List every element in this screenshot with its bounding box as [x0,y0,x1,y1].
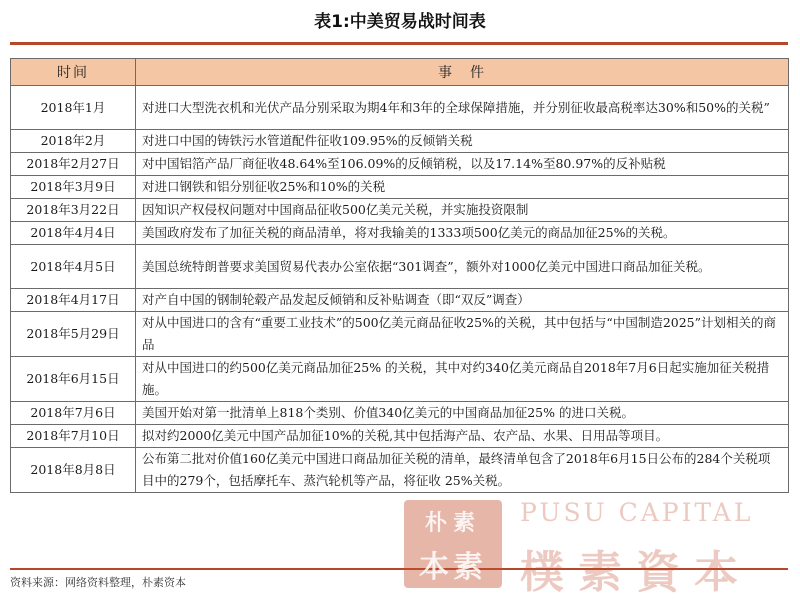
watermark-latin: PUSU CAPITAL [520,498,754,527]
row-event: 对产自中国的钢制轮毂产品发起反倾销和反补贴调查（即“双反”调查） [136,289,789,312]
row-date: 2018年4月17日 [11,289,136,312]
row-date: 2018年5月29日 [11,312,136,357]
table-row [11,222,789,245]
watermark-seal-top: 朴素 [424,511,481,536]
row-date: 2018年8月8日 [11,448,136,493]
row-date: 2018年6月15日 [11,357,136,402]
header-date: 时间 [11,59,136,86]
row-event: 美国总统特朗普要求美国贸易代表办公室依据“301调查”，额外对1000亿美元中国进口商品加征关税。 [136,245,789,289]
row-date: 2018年4月4日 [11,222,136,245]
row-event: 美国政府发布了加征关税的商品清单，将对我输美的1333项500亿美元的商品加征25%的关税。 [136,222,789,245]
watermark-seal [404,500,502,588]
header-event: 事 件 [136,59,789,86]
row-date: 2018年7月10日 [11,425,136,448]
table-row [11,130,789,153]
row-event: 对进口钢铁和铝分别征收25%和10%的关税 [136,176,789,199]
row-event: 对进口大型洗衣机和光伏产品分别采取为期4年和3年的全球保障措施，并分别征收最高税率达30%和50%的关税” [136,86,789,130]
row-date: 2018年3月22日 [11,199,136,222]
watermark-logo [404,492,796,598]
table-row [11,289,789,312]
row-date: 2018年7月6日 [11,402,136,425]
top-rule [10,42,788,45]
timeline-table [10,58,789,493]
row-date: 2018年2月27日 [11,153,136,176]
table-row [11,357,789,402]
table-row [11,176,789,199]
row-date: 2018年4月5日 [11,245,136,289]
row-event: 拟对约2000亿美元中国产品加征10%的关税,其中包括海产品、农产品、水果、日用品等项目。 [136,425,789,448]
watermark-cjk: 樸素資本 [520,547,752,598]
row-event: 因知识产权侵权问题对中国商品征收500亿美元关税，并实施投资限制 [136,199,789,222]
table-row [11,448,789,493]
watermark-seal-bottom: 本素 [419,550,487,585]
table-title: 表1:中美贸易战时间表 [314,12,486,32]
table-row [11,153,789,176]
row-date: 2018年3月9日 [11,176,136,199]
source-note: 资料来源：网络资料整理，朴素资本 [10,576,186,589]
row-date: 2018年1月 [11,86,136,130]
table-row [11,86,789,130]
table-header-row [11,59,789,86]
row-event: 对从中国进口的含有“重要工业技术”的500亿美元商品征收25%的关税，其中包括与“中国制造2025”计划相关的商品 [136,312,789,357]
bottom-rule [10,568,788,570]
row-event: 对从中国进口的约500亿美元商品加征25% 的关税，其中对约340亿美元商品自2018年7月6日起实施加征关税措施。 [136,357,789,402]
table-row [11,245,789,289]
row-event: 对进口中国的铸铁污水管道配件征收109.95%的反倾销关税 [136,130,789,153]
row-event: 公布第二批对价值160亿美元中国进口商品加征关税的清单，最终清单包含了2018年6月15日公布的284个关税项目中的279个，包括摩托车、蒸汽轮机等产品，将征收 25%关税。 [136,448,789,493]
row-date: 2018年2月 [11,130,136,153]
table-row [11,402,789,425]
row-event: 对中国铝箔产品厂商征收48.64%至106.09%的反倾销税，以及17.14%至80.97%的反补贴税 [136,153,789,176]
table-row [11,199,789,222]
table-row [11,312,789,357]
row-event: 美国开始对第一批清单上818个类别、价值340亿美元的中国商品加征25% 的进口关税。 [136,402,789,425]
table-row [11,425,789,448]
